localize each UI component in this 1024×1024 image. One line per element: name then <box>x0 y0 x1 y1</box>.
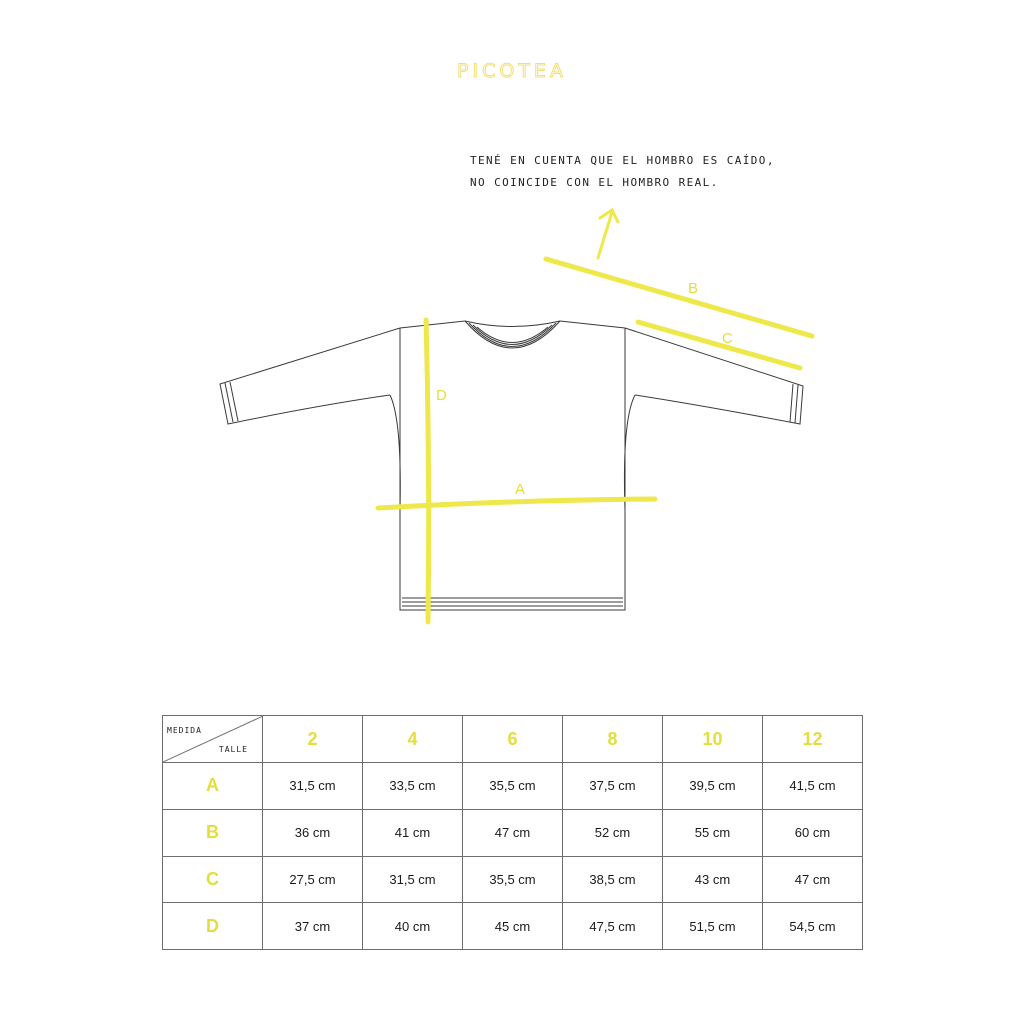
corner-divider <box>163 716 263 762</box>
table-cell: 47,5 cm <box>563 903 663 950</box>
table-row <box>163 809 863 856</box>
size-header: 10 <box>663 716 763 763</box>
table-cell: 33,5 cm <box>363 763 463 810</box>
measure-c-line <box>638 322 800 368</box>
measurement-lines <box>378 259 812 622</box>
table-cell: 38,5 cm <box>563 856 663 903</box>
table-cell: 51,5 cm <box>663 903 763 950</box>
measure-a-line <box>378 499 655 508</box>
label-a: A <box>515 481 526 498</box>
label-c: C <box>722 330 733 347</box>
table-cell: 39,5 cm <box>663 763 763 810</box>
size-table <box>162 715 863 950</box>
table-cell: 41,5 cm <box>763 763 863 810</box>
size-header: 12 <box>763 716 863 763</box>
note-line-2: NO COINCIDE CON EL HOMBRO REAL. <box>470 176 719 189</box>
table-cell: 41 cm <box>363 809 463 856</box>
label-b: B <box>688 280 699 297</box>
size-header: 8 <box>563 716 663 763</box>
note-line-1: TENÉ EN CUENTA QUE EL HOMBRO ES CAÍDO, <box>470 154 775 167</box>
table-cell: 27,5 cm <box>263 856 363 903</box>
size-header-row <box>163 716 863 763</box>
brand-logo: PICOTEA <box>457 60 567 82</box>
row-label: B <box>163 809 263 856</box>
size-header: 2 <box>263 716 363 763</box>
table-cell: 43 cm <box>663 856 763 903</box>
corner-medida: MEDIDA <box>167 726 202 735</box>
table-cell: 55 cm <box>663 809 763 856</box>
corner-talle: TALLE <box>218 745 248 754</box>
table-cell: 47 cm <box>463 809 563 856</box>
table-cell: 60 cm <box>763 809 863 856</box>
shirt-outline <box>220 321 803 610</box>
table-cell: 37 cm <box>263 903 363 950</box>
arrow-icon <box>598 210 618 258</box>
table-cell: 35,5 cm <box>463 856 563 903</box>
row-label: D <box>163 903 263 950</box>
table-row <box>163 763 863 810</box>
table-cell: 31,5 cm <box>263 763 363 810</box>
row-label: A <box>163 763 263 810</box>
table-cell: 35,5 cm <box>463 763 563 810</box>
row-label: C <box>163 856 263 903</box>
table-cell: 31,5 cm <box>363 856 463 903</box>
table-cell: 47 cm <box>763 856 863 903</box>
table-row <box>163 856 863 903</box>
table-cell: 52 cm <box>563 809 663 856</box>
size-header: 6 <box>463 716 563 763</box>
corner-cell <box>163 716 263 763</box>
table-cell: 54,5 cm <box>763 903 863 950</box>
table-cell: 45 cm <box>463 903 563 950</box>
table-row <box>163 903 863 950</box>
table-cell: 36 cm <box>263 809 363 856</box>
measure-d-line <box>426 320 429 622</box>
size-header: 4 <box>363 716 463 763</box>
measure-b-line <box>546 259 812 336</box>
table-cell: 40 cm <box>363 903 463 950</box>
label-d: D <box>436 387 447 404</box>
table-cell: 37,5 cm <box>563 763 663 810</box>
